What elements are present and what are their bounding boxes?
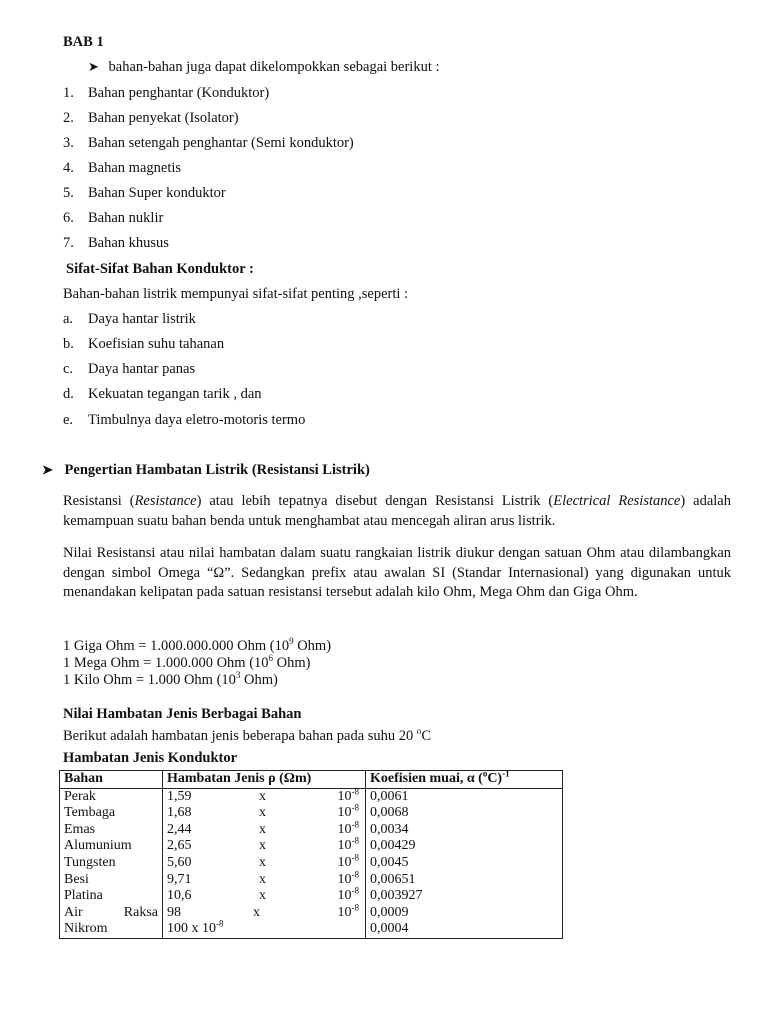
list-item xyxy=(63,160,182,177)
properties-intro: Bahan-bahan listrik mempunyai sifat-sifat penting ,seperti : xyxy=(63,286,409,302)
list-number: 3. xyxy=(63,135,74,151)
para-italic: Resistance xyxy=(134,493,197,509)
table-row xyxy=(60,888,563,905)
cell-koefisien: 0,0061 xyxy=(366,788,563,805)
list-item xyxy=(63,135,354,152)
section-heading-text: Pengertian Hambatan Listrik (Resistansi Listrik) xyxy=(64,462,370,478)
unit-line: 1 Giga Ohm = 1.000.000.000 Ohm ($10^9$ Ohm) xyxy=(63,636,332,654)
list-text: Bahan penghantar (Konduktor) xyxy=(88,85,270,101)
cell-hambatan: 5,60 x $10^{-8}$ xyxy=(163,855,366,872)
list-number: 1. xyxy=(63,85,74,101)
arrow-bullet-icon: ➤ xyxy=(88,59,99,74)
list-letter: d. xyxy=(63,386,74,402)
table-row xyxy=(60,921,563,938)
list-text: Daya hantar listrik xyxy=(88,311,196,327)
list-letter: c. xyxy=(63,361,74,377)
cell-hambatan: 2,44 x $10^{-8}$ xyxy=(163,822,366,839)
ohm-paragraph: Nilai Resistansi atau nilai hambatan dalam suatu rangkaian listrik diukur dengan satuan Ohm atau dilambangkan dengan simbol Omega “Ω”. Sedangkan prefix atau awalan SI (Standar Internasional) yang digunakan untuk menandakan kelipatan pada satuan resistansi tersebut adalah kilo Ohm, Mega Ohm dan Giga Ohm. xyxy=(63,545,731,600)
cell-hambatan: 1,59 x $10^{-8}$ xyxy=(163,788,366,805)
list-text: Daya hantar panas xyxy=(88,361,196,377)
properties-heading: Sifat-Sifat Bahan Konduktor : xyxy=(66,261,254,277)
cell-koefisien: 0,00429 xyxy=(366,838,563,855)
table-header-row xyxy=(60,771,563,789)
cell-bahan: Air Raksa xyxy=(60,905,163,922)
list-letter: a. xyxy=(63,311,74,327)
table-row xyxy=(60,838,563,855)
table-intro: Berikut adalah hambatan jenis beberapa bahan pada suhu 20 $^o$C xyxy=(63,726,432,744)
list-item xyxy=(63,185,226,202)
list-text: Bahan khusus xyxy=(88,235,169,251)
intro-bullet-text: bahan-bahan juga dapat dikelompokkan sebagai berikut : xyxy=(108,59,440,75)
list-item xyxy=(63,235,169,252)
cell-bahan: Besi xyxy=(60,872,163,889)
list-number: 5. xyxy=(63,185,74,201)
list-item xyxy=(63,311,196,328)
list-item xyxy=(63,210,164,227)
table-row xyxy=(60,805,563,822)
list-item xyxy=(63,336,225,353)
table-row xyxy=(60,855,563,872)
header-bahan: Bahan xyxy=(60,771,163,789)
cell-koefisien: 0,003927 xyxy=(366,888,563,905)
table-row xyxy=(60,788,563,805)
list-item xyxy=(63,412,306,429)
list-item xyxy=(63,361,196,378)
resistivity-table xyxy=(59,770,563,939)
list-number: 4. xyxy=(63,160,74,176)
para-text: Resistansi ( xyxy=(63,493,135,509)
list-text: Bahan nuklir xyxy=(88,210,164,226)
list-letter: e. xyxy=(63,412,74,428)
para-text: ) adalah kemampuan suatu bahan benda untuk menghambat atau mencegah aliran arus listrik. xyxy=(63,493,731,529)
unit-line: 1 Kilo Ohm = 1.000 Ohm ($10^3$ Ohm) xyxy=(63,670,278,688)
cell-bahan: Platina xyxy=(60,888,163,905)
list-item xyxy=(63,386,262,403)
list-text: Kekuatan tegangan tarik , dan xyxy=(88,386,262,402)
cell-hambatan: 2,65 x $10^{-8}$ xyxy=(163,838,366,855)
list-number: 2. xyxy=(63,110,74,126)
para-text: ) atau lebih tepatnya disebut dengan Resistansi Listrik ( xyxy=(196,493,554,509)
cell-hambatan: 98 x $10^{-8}$ xyxy=(163,905,366,922)
section-heading xyxy=(42,462,370,479)
cell-koefisien: 0,0045 xyxy=(366,855,563,872)
list-text: Bahan Super konduktor xyxy=(88,185,226,201)
intro-bullet xyxy=(88,59,440,76)
table-title: Nilai Hambatan Jenis Berbagai Bahan xyxy=(63,706,302,722)
list-number: 6. xyxy=(63,210,74,226)
list-text: Bahan penyekat (Isolator) xyxy=(88,110,239,126)
table-subtitle: Hambatan Jenis Konduktor xyxy=(63,750,238,766)
chapter-heading: BAB 1 xyxy=(63,34,104,50)
header-hambatan: Hambatan Jenis ρ (Ωm) xyxy=(163,771,366,789)
cell-hambatan: 10,6 x $10^{-8}$ xyxy=(163,888,366,905)
table-row xyxy=(60,872,563,889)
list-number: 7. xyxy=(63,235,74,251)
list-item xyxy=(63,85,270,102)
cell-koefisien: 0,0034 xyxy=(366,822,563,839)
cell-koefisien: 0,0009 xyxy=(366,905,563,922)
cell-hambatan: 9,71 x $10^{-8}$ xyxy=(163,872,366,889)
list-text: Timbulnya daya eletro-motoris termo xyxy=(88,412,306,428)
list-text: Bahan setengah penghantar (Semi konduktor) xyxy=(88,135,354,151)
cell-koefisien: 0,00651 xyxy=(366,872,563,889)
resistance-paragraph xyxy=(63,492,731,531)
table-row xyxy=(60,822,563,839)
cell-hambatan: 1,68 x $10^{-8}$ xyxy=(163,805,366,822)
cell-hambatan: 100 x $10^{-8}$ xyxy=(163,921,366,938)
list-text: Bahan magnetis xyxy=(88,160,182,176)
table-row xyxy=(60,905,563,922)
cell-koefisien: 0,0068 xyxy=(366,805,563,822)
cell-bahan: Nikrom xyxy=(60,921,163,938)
header-koefisien: Koefisien muai, α $(^oC)^{-1}$ xyxy=(366,771,563,789)
arrow-bullet-icon: ➤ xyxy=(42,462,53,477)
cell-bahan: Tembaga xyxy=(60,805,163,822)
unit-line: 1 Mega Ohm = 1.000.000 Ohm ($10^6$ Ohm) xyxy=(63,653,311,671)
cell-bahan: Emas xyxy=(60,822,163,839)
cell-bahan: Alumunium xyxy=(60,838,163,855)
cell-bahan: Tungsten xyxy=(60,855,163,872)
cell-bahan: Perak xyxy=(60,788,163,805)
list-item xyxy=(63,110,239,127)
para-italic: Electrical Resistance xyxy=(553,493,681,509)
list-text: Koefisian suhu tahanan xyxy=(88,336,225,352)
cell-koefisien: 0,0004 xyxy=(366,921,563,938)
list-letter: b. xyxy=(63,336,74,352)
